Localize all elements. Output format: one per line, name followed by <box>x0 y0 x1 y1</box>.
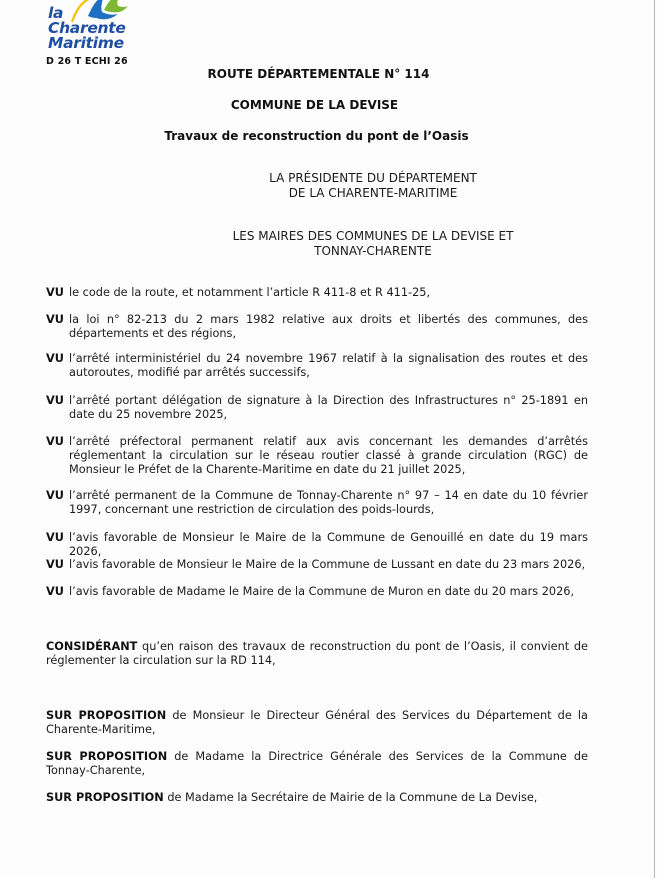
proposition-paragraph <box>46 750 588 778</box>
president-authority <box>208 171 538 201</box>
logo-line-maritime: Maritime <box>48 34 124 52</box>
vu-keyword: VU <box>46 489 64 502</box>
vu-text: la loi n° 82-213 du 2 mars 1982 relative aux droits et libertés des communes, des départements et des régions, <box>69 313 588 341</box>
vu-item <box>46 585 588 599</box>
vu-item <box>46 489 588 517</box>
road-title: ROUTE DÉPARTEMENTALE N° 114 <box>207 67 430 81</box>
vu-text: l’arrêté permanent de la Commune de Tonnay-Charente n° 97 – 14 en date du 10 février 1997, concernant une restriction de circulation des poids-lourds, <box>69 489 588 517</box>
proposition-paragraph <box>46 791 588 805</box>
vu-keyword: VU <box>46 558 64 571</box>
proposition-keyword: SUR PROPOSITION <box>46 791 164 804</box>
works-title: Travaux de reconstruction du pont de l’Oasis <box>164 129 469 143</box>
commune-title: COMMUNE DE LA DEVISE <box>230 98 399 112</box>
vu-text: le code de la route, et notamment l’article R 411-8 et R 411-25, <box>69 286 431 299</box>
proposition-text: de Monsieur le Directeur Général des Services du Département de la Charente-Maritime, <box>46 709 588 737</box>
proposition-paragraph <box>46 709 588 737</box>
page-edge-divider <box>654 0 655 878</box>
president-line-2: DE LA CHARENTE-MARITIME <box>288 186 458 200</box>
vu-keyword: VU <box>46 531 64 544</box>
vu-keyword: VU <box>46 352 64 365</box>
vu-text: l’avis favorable de Monsieur le Maire de la Commune de Genouillé en date du 19 mars 2026, <box>69 531 588 559</box>
vu-item <box>46 394 588 422</box>
vu-keyword: VU <box>46 394 64 407</box>
vu-keyword: VU <box>46 313 64 326</box>
vu-keyword: VU <box>46 585 64 598</box>
vu-text: l’arrêté préfectoral permanent relatif aux avis concernant les demandes d’arrêtés réglementant la circulation sur le réseau routier classé à grande circulation (RGC) de Monsieur le Préfet de la Charente-Maritime en date du 21 juillet 2025, <box>69 435 588 477</box>
mayors-line-1: LES MAIRES DES COMMUNES DE LA DEVISE ET <box>232 229 514 243</box>
department-logo <box>44 0 134 56</box>
proposition-text: de Madame la Secrétaire de Mairie de la Commune de La Devise, <box>167 791 538 804</box>
president-line-1: LA PRÉSIDENTE DU DÉPARTEMENT <box>269 171 477 185</box>
vu-item <box>46 558 588 572</box>
mayors-authority <box>208 229 538 259</box>
vu-text: l’arrêté portant délégation de signature à la Direction des Infrastructures n° 25-1891 en date du 25 novembre 2025, <box>69 394 588 422</box>
mayors-line-2: TONNAY-CHARENTE <box>314 244 432 258</box>
logo-wordmark <box>48 6 126 51</box>
proposition-keyword: SUR PROPOSITION <box>46 750 168 763</box>
vu-item <box>46 531 588 559</box>
considerant-text: qu’en raison des travaux de reconstruction du pont de l’Oasis, il convient de réglementer la circulation sur la RD 114, <box>46 640 588 668</box>
proposition-text: de Madame la Directrice Générale des Services de la Commune de Tonnay-Charente, <box>46 750 588 778</box>
vu-item <box>46 435 588 478</box>
vu-text: l’arrêté interministériel du 24 novembre 1967 relatif à la signalisation des routes et des autoroutes, modifié par arrêtés successifs, <box>69 352 588 380</box>
logo-line-charente: Charente <box>48 19 126 37</box>
vu-keyword: VU <box>46 286 64 299</box>
considerant-keyword: CONSIDÉRANT <box>46 640 138 653</box>
vu-text: l’avis favorable de Madame le Maire de la Commune de Muron en date du 20 mars 2026, <box>69 585 575 598</box>
proposition-keyword: SUR PROPOSITION <box>46 709 167 722</box>
vu-keyword: VU <box>46 435 64 448</box>
considerant-paragraph <box>46 640 588 668</box>
vu-item <box>46 286 588 300</box>
vu-item <box>46 313 588 341</box>
logo-line-la: la <box>48 4 64 22</box>
vu-text: l’avis favorable de Monsieur le Maire de la Commune de Lussant en date du 23 mars 2026, <box>69 558 586 571</box>
document-reference: D 26 T ECHI 26 <box>46 56 128 67</box>
vu-item <box>46 352 588 380</box>
